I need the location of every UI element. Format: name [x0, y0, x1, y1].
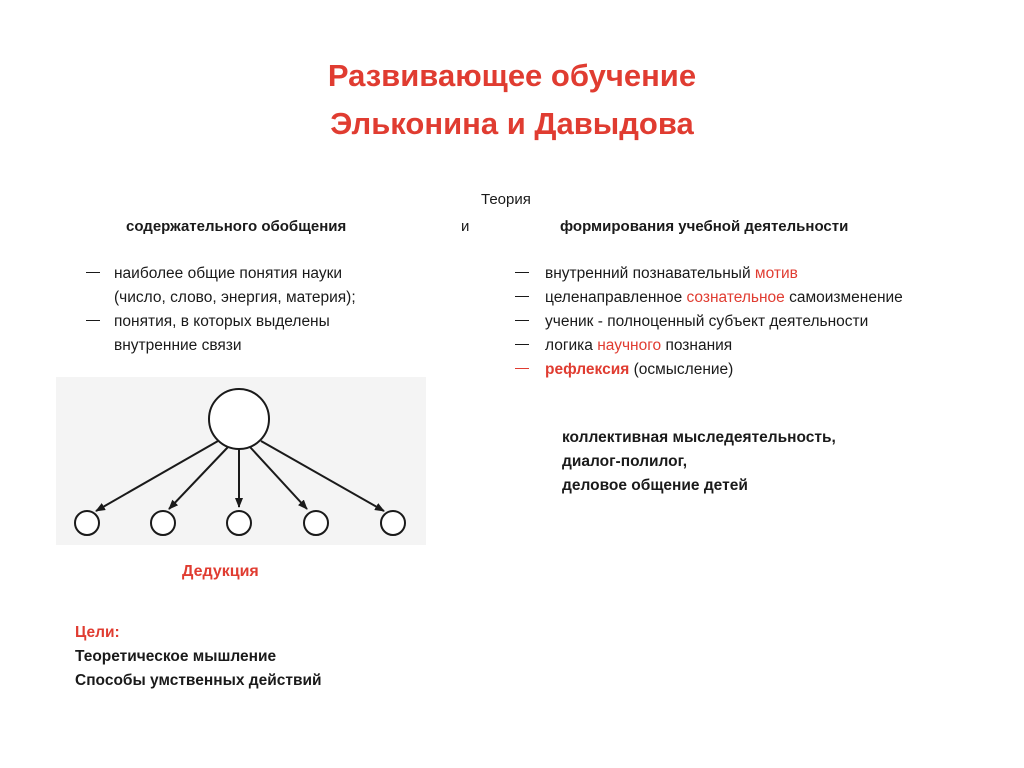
- list-dash: [515, 320, 529, 321]
- goals-line2: Способы умственных действий: [75, 672, 322, 689]
- right-item4-highlight: научного: [597, 337, 662, 354]
- right-item4-text-post: познания: [661, 337, 733, 354]
- list-dash: [515, 272, 529, 273]
- root-node: [209, 389, 269, 449]
- collective-line3: деловое общение детей: [562, 477, 748, 494]
- child-node-3: [227, 511, 251, 535]
- right-item2: [545, 286, 903, 310]
- goals-heading: Цели:: [75, 624, 120, 641]
- child-node-1: [75, 511, 99, 535]
- right-item1: [545, 262, 798, 286]
- child-node-2: [151, 511, 175, 535]
- right-item2-highlight: сознательное: [686, 289, 785, 306]
- arrow-5: [261, 441, 384, 511]
- child-node-4: [304, 511, 328, 535]
- theory-left-title: содержательного обобщения: [126, 218, 347, 235]
- right-item4: [545, 334, 732, 358]
- list-dash: [515, 344, 529, 345]
- right-item4-text-pre: логика: [545, 337, 598, 354]
- right-item5: [545, 358, 733, 382]
- left-item2-line2: внутренние связи: [114, 337, 242, 354]
- left-item1-line2: (число, слово, энергия, материя);: [114, 289, 356, 306]
- collective-line1: коллективная мыследеятельность,: [562, 429, 836, 446]
- list-dash: [86, 320, 100, 321]
- left-item1-line1: наиболее общие понятия науки: [114, 265, 343, 282]
- child-node-5: [381, 511, 405, 535]
- deduction-label: Дедукция: [182, 563, 259, 580]
- theory-conjunction: и: [461, 218, 470, 235]
- right-item1-highlight: мотив: [754, 265, 798, 282]
- list-dash: [86, 272, 100, 273]
- right-item3: ученик - полноценный субъект деятельности: [545, 313, 869, 330]
- right-item5-highlight: рефлексия: [545, 361, 630, 378]
- right-item2-text-post: самоизменение: [784, 289, 903, 306]
- right-item5-text-post: (осмысление): [629, 361, 734, 378]
- left-item2-line1: понятия, в которых выделены: [114, 313, 330, 330]
- arrow-2: [169, 447, 228, 509]
- list-dash-red: [515, 368, 529, 369]
- page-title-line1: Развивающее обучение: [327, 58, 697, 93]
- collective-line2: диалог-полилог,: [562, 453, 688, 470]
- page-title-line2: Эльконина и Давыдова: [330, 106, 694, 141]
- right-item1-text: внутренний познавательный: [545, 265, 755, 282]
- deduction-diagram: [56, 377, 426, 545]
- arrow-4: [250, 447, 307, 509]
- right-item2-text-pre: целенаправленное: [545, 289, 687, 306]
- theory-right-title: формирования учебной деятельности: [560, 218, 849, 235]
- goals-line1: Теоретическое мышление: [75, 648, 277, 665]
- list-dash: [515, 296, 529, 297]
- theory-heading: Теория: [481, 191, 531, 208]
